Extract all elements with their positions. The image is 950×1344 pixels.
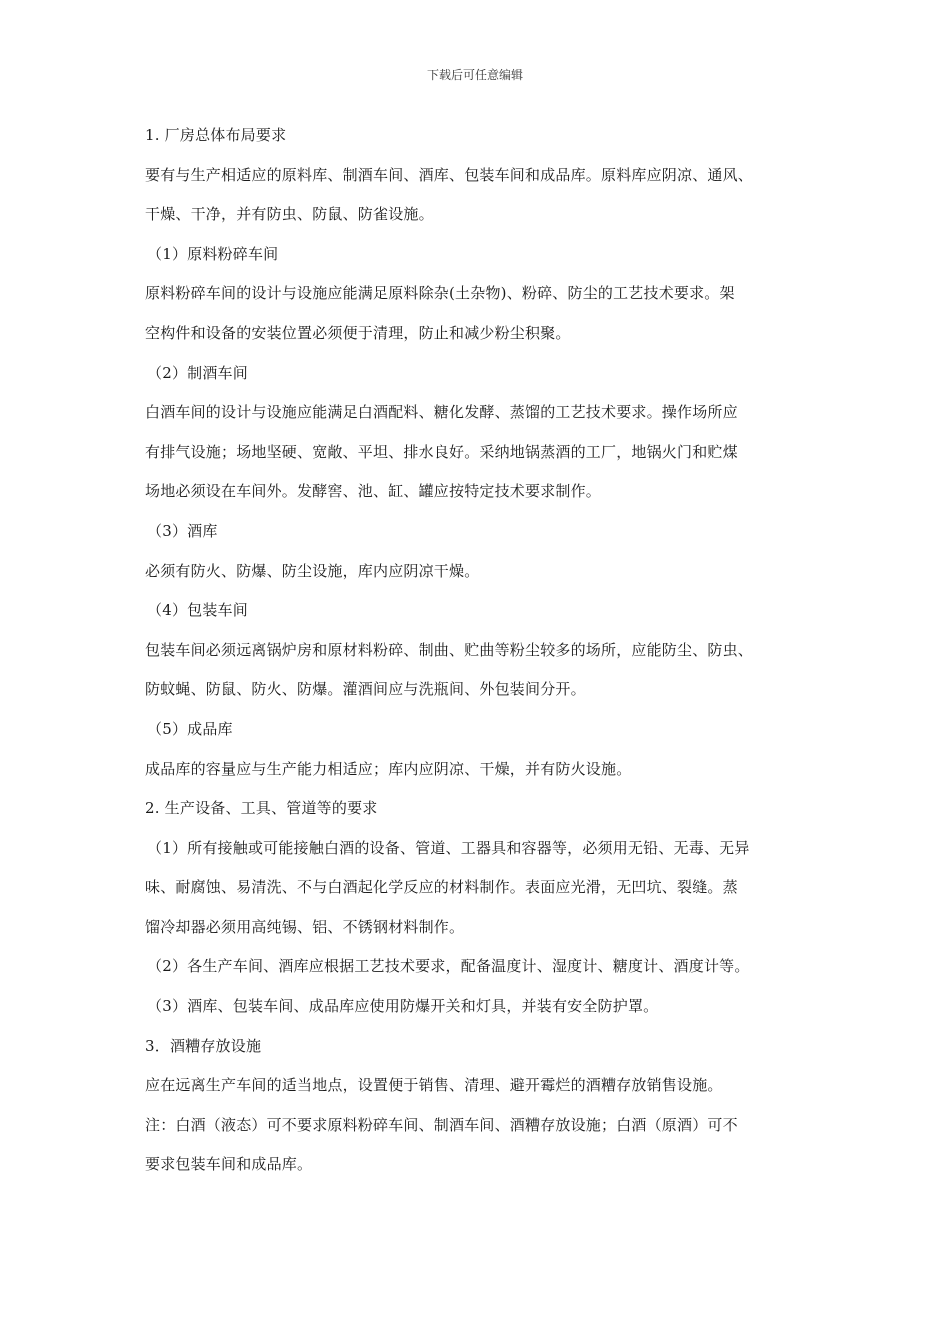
- paragraph-line: 场地必须设在车间外。发酵窖、池、缸、罐应按特定技术要求制作。: [145, 482, 602, 501]
- document-body: [145, 122, 810, 1191]
- section-heading-3: 3．酒糟存放设施: [145, 1036, 262, 1055]
- note-line: 注：白酒（液态）可不要求原料粉碎车间、制酒车间、酒糟存放设施；白酒（原酒）可不: [145, 1115, 738, 1134]
- paragraph-line: 包装车间必须远离锅炉房和原材料粉碎、制曲、贮曲等粉尘较多的场所，应能防尘、防虫、: [145, 640, 754, 659]
- subsection-heading-1-2: （2）制酒车间: [147, 363, 248, 382]
- paragraph-line: 成品库的容量应与生产能力相适应；库内应阴凉、干燥，并有防火设施。: [145, 759, 632, 778]
- paragraph-line: 要有与生产相适应的原料库、制酒车间、酒库、包装车间和成品库。原料库应阴凉、通风、: [145, 165, 754, 184]
- paragraph-line: 空构件和设备的安装位置必须便于清理，防止和减少粉尘积聚。: [145, 323, 571, 342]
- paragraph-line: 必须有防火、防爆、防尘设施，库内应阴凉干燥。: [145, 561, 480, 580]
- subsection-heading-1-4: （4）包装车间: [147, 601, 248, 620]
- list-item-2-1: （1）所有接触或可能接触白酒的设备、管道、工器具和容器等，必须用无铅、无毒、无异: [147, 838, 750, 857]
- subsection-heading-1-5: （5）成品库: [147, 719, 233, 738]
- section-heading-1: 1. 厂房总体布局要求: [145, 126, 287, 144]
- subsection-heading-1-1: （1）原料粉碎车间: [147, 244, 279, 263]
- note-line: 要求包装车间和成品库。: [145, 1155, 313, 1174]
- paragraph-line: 馏冷却器必须用高纯锡、铝、不锈钢材料制作。: [145, 917, 465, 936]
- header-note: 下载后可任意编辑: [426, 68, 523, 82]
- section-heading-2: 2. 生产设备、工具、管道等的要求: [145, 799, 378, 818]
- paragraph-line: 防蚊蝇、防鼠、防火、防爆。灌酒间应与洗瓶间、外包装间分开。: [145, 680, 586, 699]
- list-item-2-2: （2）各生产车间、酒库应根据工艺技术要求，配备温度计、湿度计、糖度计、酒度计等。: [147, 957, 750, 976]
- paragraph-line: 白酒车间的设计与设施应能满足白酒配料、糖化发酵、蒸馏的工艺技术要求。操作场所应: [145, 403, 738, 422]
- list-item-2-3: （3）酒库、包装车间、成品库应使用防爆开关和灯具，并装有安全防护罩。: [147, 997, 659, 1016]
- paragraph-line: 原料粉碎车间的设计与设施应能满足原料除杂(土杂物)、粉碎、防尘的工艺技术要求。架: [145, 284, 735, 303]
- paragraph-line: 应在远离生产车间的适当地点，设置便于销售、清理、避开霉烂的酒糟存放销售设施。: [145, 1076, 723, 1095]
- subsection-heading-1-3: （3）酒库: [147, 521, 218, 540]
- paragraph-line: 味、耐腐蚀、易清洗、不与白酒起化学反应的材料制作。表面应光滑，无凹坑、裂缝。蒸: [145, 878, 738, 897]
- paragraph-line: 干燥、干净，并有防虫、防鼠、防雀设施。: [145, 205, 434, 224]
- paragraph-line: 有排气设施；场地坚硬、宽敞、平坦、排水良好。采纳地锅蒸酒的工厂，地锅火门和贮煤: [145, 442, 738, 461]
